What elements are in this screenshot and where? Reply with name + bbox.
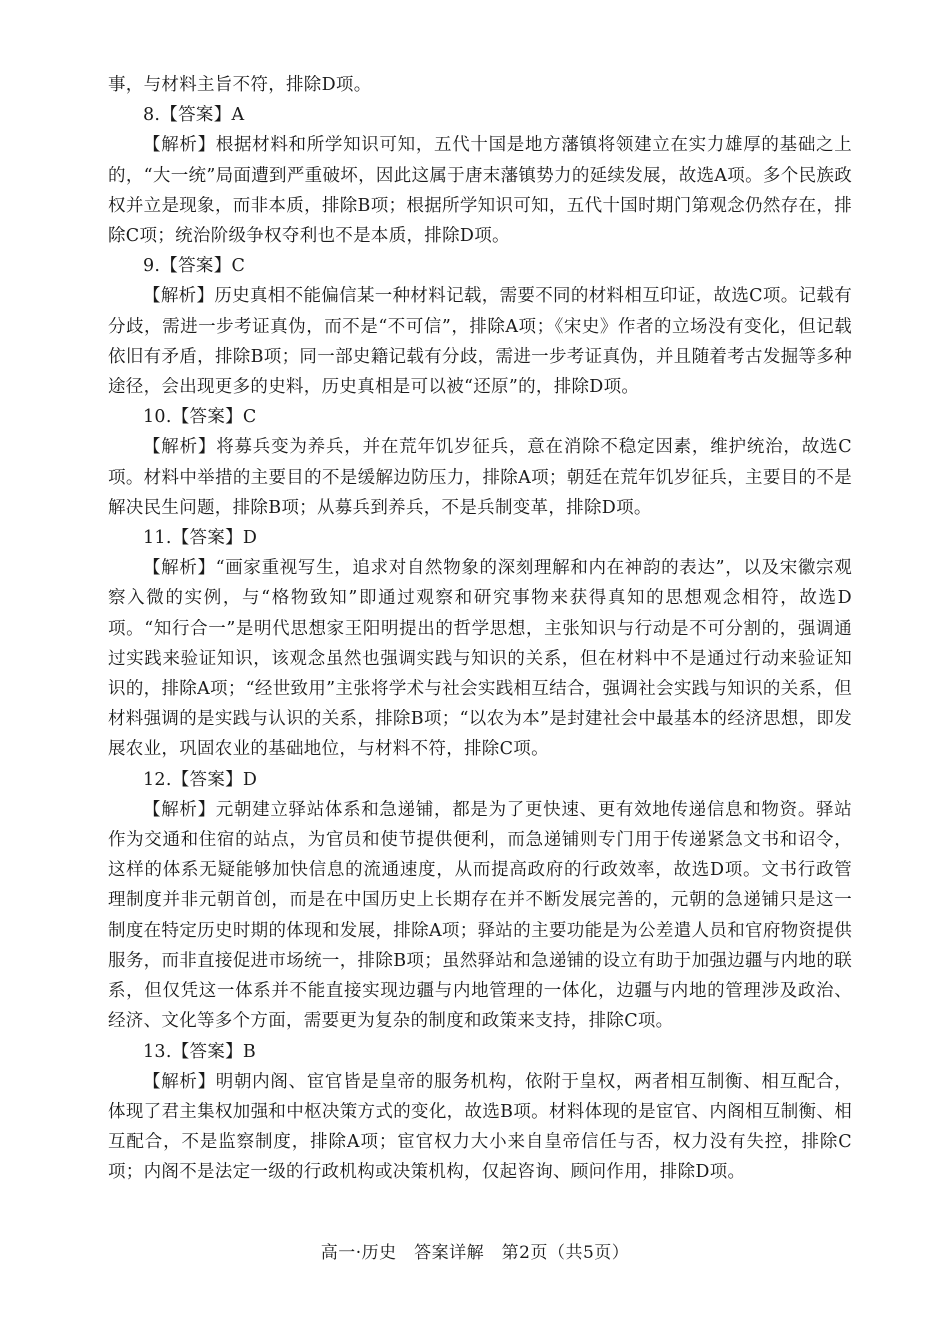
analysis-13: 【解析】明朝内阁、宦官皆是皇帝的服务机构，依附于皇权，两者相互制衡、相互配合，体现了君主集权加强和中枢决策方式的变化，故选B项。材料体现的是宦官、内阁相互制衡、相互配合，不是监察制度，排除A项；宦官权力大小来自皇帝信任与否，权力没有失控，排除C项；内阁不是法定一级的行政机构或决策机构，仅起咨询、顾问作用，排除D项。 bbox=[108, 1071, 852, 1183]
answer-8: 8.【答案】A bbox=[143, 105, 245, 126]
page-body bbox=[108, 70, 852, 1188]
answer-13: 13.【答案】B bbox=[143, 1041, 257, 1062]
answer-11: 11.【答案】D bbox=[143, 528, 258, 549]
analysis-12: 【解析】元朝建立驿站体系和急递铺，都是为了更快速、更有效地传递信息和物资。驿站作为交通和住宿的站点，为官员和使节提供便利，而急递铺则专门用于传递紧急文书和诏令，这样的体系无疑能够加快信息的流通速度，从而提高政府的行政效率，故选D项。文书行政管理制度并非元朝首创，而是在中国历史上长期存在并不断发展完善的，元朝的急递铺只是这一制度在特定历史时期的体现和发展，排除A项；驿站的主要功能是为公差遣人员和官府物资提供服务，而非直接促进市场统一，排除B项；虽然驿站和急递铺的设立有助于加强边疆与内地的联系，但仅凭这一体系并不能直接实现边疆与内地管理的一体化，边疆与内地的管理涉及政治、经济、文化等多个方面，需要更为复杂的制度和政策来支持，排除C项。 bbox=[108, 799, 852, 1032]
answer-10: 10.【答案】C bbox=[143, 407, 257, 428]
page-footer: 高一·历史 答案详解 第2页（共5页） bbox=[320, 1243, 630, 1263]
analysis-11: 【解析】“画家重视写生，追求对自然物象的深刻理解和内在神韵的表达”，以及宋徽宗观察入微的实例，与“格物致知”即通过观察和研究事物来获得真知的思想观念相符，故选D项。“知行合一”是明代思想家王阳明提出的哲学思想，主张知识与行动是不可分割的，强调通过实践来验证知识，该观念虽然也强调实践与知识的关系，但在材料中不是通过行动来验证知识的，排除A项；“经世致用”主张将学术与社会实践相互结合，强调社会实践与知识的关系，但材料强调的是实践与认识的关系，排除B项；“以农为本”是封建社会中最基本的经济思想，即发展农业，巩固农业的基础地位，与材料不符，排除C项。 bbox=[108, 558, 852, 760]
answer-12: 12.【答案】D bbox=[143, 769, 258, 790]
analysis-10: 【解析】将募兵变为养兵，并在荒年饥岁征兵，意在消除不稳定因素，维护统治，故选C项。材料中举措的主要目的不是缓解边防压力，排除A项；朝廷在荒年饥岁征兵，主要目的不是解决民生问题，排除B项；从募兵到养兵，不是兵制变革，排除D项。 bbox=[108, 437, 852, 518]
analysis-8: 【解析】根据材料和所学知识可知，五代十国是地方藩镇将领建立在实力雄厚的基础之上的，“大一统”局面遭到严重破坏，因此这属于唐末藩镇势力的延续发展，故选A项。多个民族政权并立是现象，而非本质，排除B项；根据所学知识可知，五代十国时期门第观念仍然存在，排除C项；统治阶级争权夺利也不是本质，排除D项。 bbox=[108, 135, 852, 247]
analysis-9: 【解析】历史真相不能偏信某一种材料记载，需要不同的材料相互印证，故选C项。记载有分歧，需进一步考证真伪，而不是“不可信”，排除A项；《宋史》作者的立场没有变化，但记载依旧有矛盾，排除B项；同一部史籍记载有分歧，需进一步考证真伪，并且随着考古发掘等多种途径，会出现更多的史料，历史真相是可以被“还原”的，排除D项。 bbox=[108, 286, 852, 398]
paragraph-continuation: 事，与材料主旨不符，排除D项。 bbox=[108, 75, 372, 95]
answer-9: 9.【答案】C bbox=[143, 256, 246, 277]
